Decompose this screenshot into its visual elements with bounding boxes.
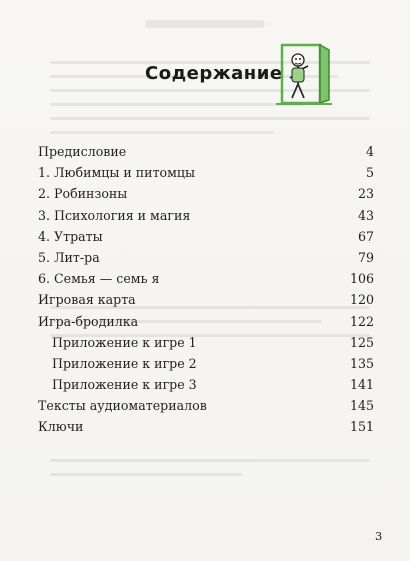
toc-entry-page: 4 xyxy=(365,144,374,159)
toc-entry xyxy=(38,183,374,204)
door-illustration-icon xyxy=(274,42,334,108)
toc-entry-page: 79 xyxy=(357,249,374,265)
toc-entry-page: 145 xyxy=(349,398,374,414)
toc-entry xyxy=(38,332,374,353)
toc-entry-label: Тексты аудиоматериалов xyxy=(38,398,207,414)
toc-entry xyxy=(38,353,374,374)
toc-entry-page: 135 xyxy=(349,355,374,371)
toc-entry-page: 125 xyxy=(349,334,374,350)
toc-entry-label: 3. Психология и магия xyxy=(38,207,191,223)
toc-entry-label: Игровая карта xyxy=(38,292,136,308)
toc-entry-label: 6. Семья — семь я xyxy=(38,271,160,287)
toc-entry xyxy=(38,395,374,416)
toc-entry xyxy=(38,311,374,332)
toc-entry xyxy=(38,162,374,183)
toc-entry-label: Ключи xyxy=(38,419,84,435)
toc-entry xyxy=(38,205,374,226)
toc-entry-page: 120 xyxy=(349,292,374,308)
toc-entry-label: 1. Любимцы и питомцы xyxy=(38,165,196,181)
toc-entry xyxy=(38,247,374,268)
toc-entry-label: Игра-бродилка xyxy=(38,313,139,329)
toc-entry-page: 106 xyxy=(349,271,374,287)
toc-entry-label: Приложение к игре 1 xyxy=(52,334,197,350)
toc-entry-label: 2. Робинзоны xyxy=(38,186,128,202)
toc-entry xyxy=(38,416,374,437)
toc-entry-label: 4. Утраты xyxy=(38,228,103,244)
toc-entry-page: 151 xyxy=(349,419,374,435)
toc-entry-page: 67 xyxy=(357,228,374,244)
table-of-contents xyxy=(38,141,374,438)
toc-entry-page: 122 xyxy=(349,313,374,329)
toc-entry-page: 23 xyxy=(357,186,374,202)
toc-entry-label: Предисловие xyxy=(38,144,127,159)
toc-entry-page: 43 xyxy=(357,207,374,223)
toc-entry-label: 5. Лит-ра xyxy=(38,249,100,265)
page-number: 3 xyxy=(375,529,383,543)
toc-entry-label: Приложение к игре 2 xyxy=(52,355,197,371)
toc-entry xyxy=(38,268,374,289)
toc-entry xyxy=(38,374,374,395)
toc-entry xyxy=(38,226,374,247)
toc-heading: Содержание xyxy=(145,63,283,84)
toc-entry-label: Приложение к игре 3 xyxy=(52,377,197,393)
toc-entry xyxy=(38,141,374,162)
toc-entry-page: 141 xyxy=(349,377,374,393)
toc-entry-page: 5 xyxy=(365,165,374,181)
toc-entry xyxy=(38,289,374,310)
